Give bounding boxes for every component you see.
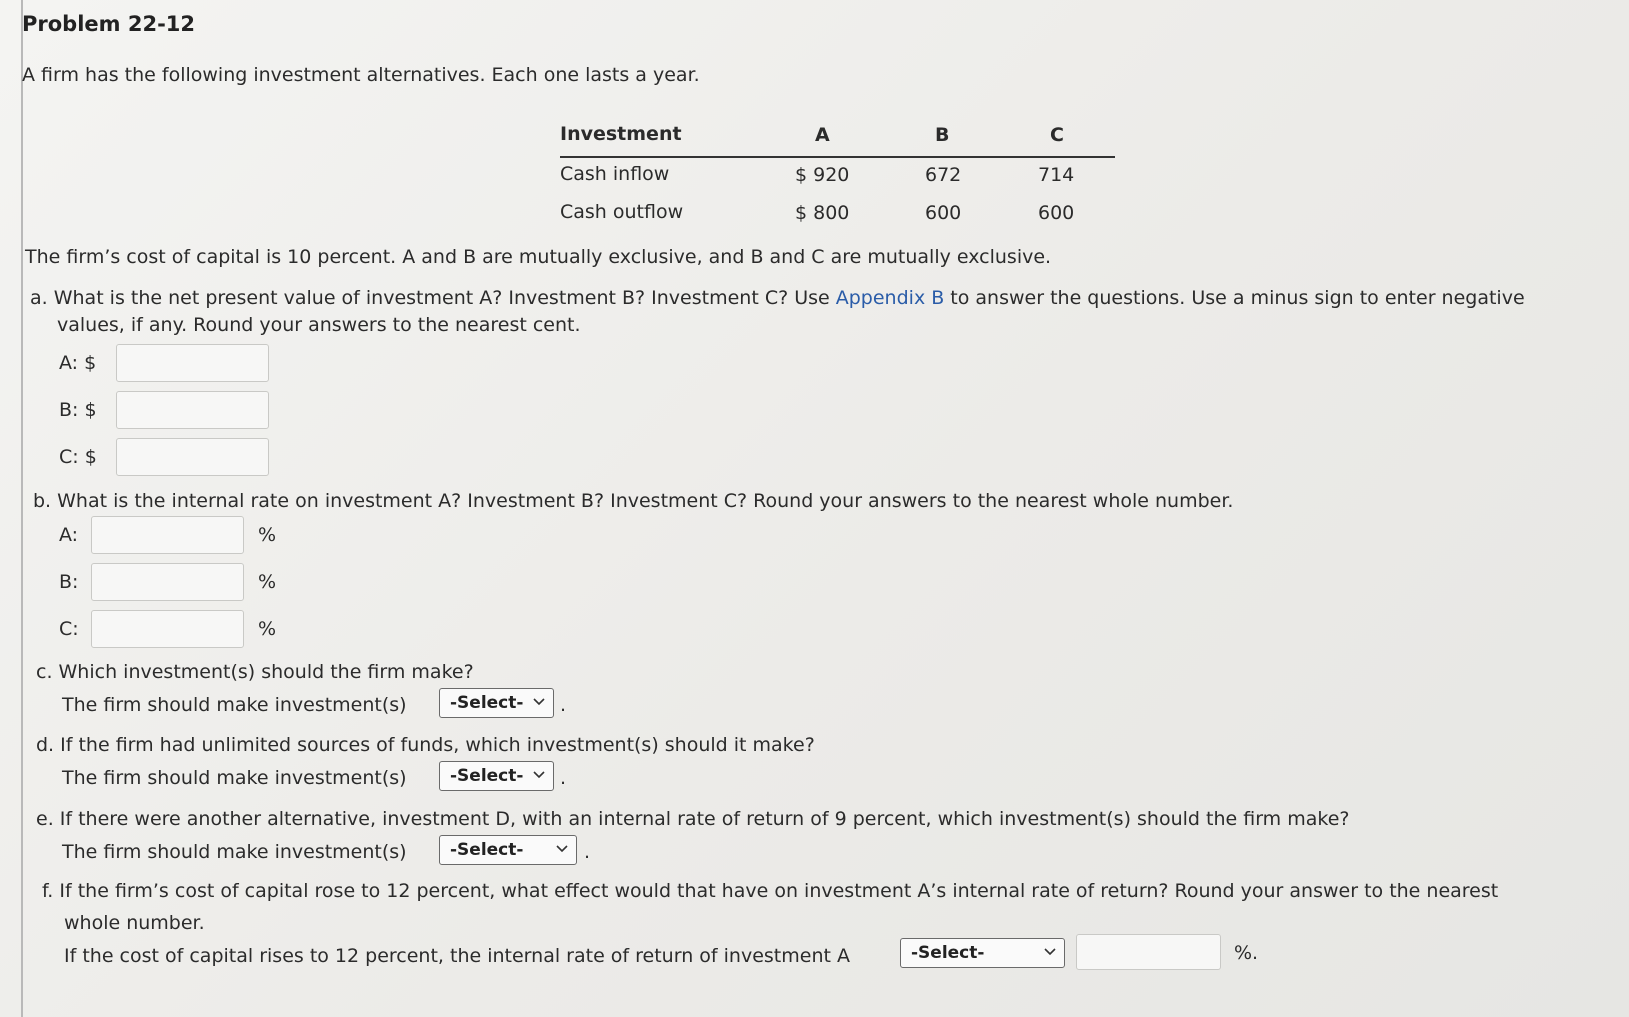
npv-c-input[interactable] [116, 438, 269, 476]
part-f-irr-input[interactable] [1076, 934, 1221, 970]
part-f-question: f. If the firm’s cost of capital rose to 12 percent, what effect would that have on investment A’s internal rate of return? Round your answer to the nearest [42, 880, 1499, 902]
context-text: The firm’s cost of capital is 10 percent. A and B are mutually exclusive, and B and C are mutually exclusive. [25, 246, 1052, 268]
part-f-select[interactable] [900, 938, 1065, 968]
part-b-label-a: A: [59, 524, 79, 546]
appendix-b-link[interactable]: Appendix B [835, 287, 945, 309]
select-value: -Select- [450, 766, 524, 786]
part-d-answer-prefix: The firm should make investment(s) [62, 767, 407, 789]
npv-b-input[interactable] [116, 391, 269, 429]
irr-b-input[interactable] [91, 563, 244, 601]
table-header-rule [560, 156, 1115, 158]
part-c-select[interactable] [439, 688, 554, 718]
irr-a-input[interactable] [91, 516, 244, 554]
irr-c-input[interactable] [91, 610, 244, 648]
part-e-answer-prefix: The firm should make investment(s) [62, 841, 407, 863]
part-c-question: c. Which investment(s) should the firm make? [36, 661, 474, 683]
punctuation: . [560, 767, 567, 789]
select-value: -Select- [911, 943, 985, 963]
table-header-investment: Investment [560, 123, 682, 145]
part-e-question: e. If there were another alternative, investment D, with an internal rate of return of 9 percent, which investment(s) should the firm make? [36, 808, 1350, 830]
part-f-answer-prefix: If the cost of capital rises to 12 percent, the internal rate of return of investment A [64, 945, 850, 967]
part-a-text: a. What is the net present value of investment A? Investment B? Investment C? Use [30, 287, 836, 309]
part-b-label-b: B: [59, 571, 79, 593]
select-value: -Select- [450, 693, 524, 713]
table-row-label: Cash outflow [560, 201, 684, 223]
select-value: -Select- [450, 840, 524, 860]
punctuation: . [584, 841, 591, 863]
left-border [21, 0, 23, 1017]
part-a-label-b: B: $ [59, 399, 97, 421]
table-header-c: C [1050, 124, 1064, 146]
percent-sign: % [258, 571, 277, 593]
part-f-question-cont: whole number. [64, 912, 205, 934]
table-header-a: A [815, 124, 830, 146]
part-d-select[interactable] [439, 761, 554, 791]
intro-text: A firm has the following investment alternatives. Each one lasts a year. [22, 64, 700, 86]
chevron-down-icon [532, 764, 546, 786]
part-d-question: d. If the firm had unlimited sources of funds, which investment(s) should it make? [36, 734, 815, 756]
part-a-label-c: C: $ [59, 446, 97, 468]
punctuation: . [560, 694, 567, 716]
npv-a-input[interactable] [116, 344, 269, 382]
table-cell: 672 [925, 164, 962, 186]
part-a-question-cont: values, if any. Round your answers to the nearest cent. [57, 314, 581, 336]
percent-sign: % [258, 618, 277, 640]
part-e-select[interactable] [439, 835, 577, 865]
table-cell: $ 800 [795, 202, 850, 224]
part-c-answer-prefix: The firm should make investment(s) [62, 694, 407, 716]
percent-sign: %. [1234, 942, 1259, 964]
chevron-down-icon [532, 691, 546, 713]
table-cell: 600 [925, 202, 962, 224]
part-a-question [30, 287, 1525, 310]
part-b-label-c: C: [59, 618, 79, 640]
part-b-question: b. What is the internal rate on investment A? Investment B? Investment C? Round your answers to the nearest whole number. [33, 490, 1234, 512]
table-header-b: B [935, 124, 950, 146]
chevron-down-icon [555, 838, 569, 860]
percent-sign: % [258, 524, 277, 546]
table-cell: 600 [1038, 202, 1075, 224]
part-a-label-a: A: $ [59, 352, 97, 374]
page-title: Problem 22-12 [22, 12, 196, 36]
table-row-label: Cash inflow [560, 163, 670, 185]
chevron-down-icon [1043, 941, 1057, 963]
part-a-text-end: to answer the questions. Use a minus sign to enter negative [944, 287, 1525, 309]
table-cell: 714 [1038, 164, 1075, 186]
table-cell: $ 920 [795, 164, 850, 186]
